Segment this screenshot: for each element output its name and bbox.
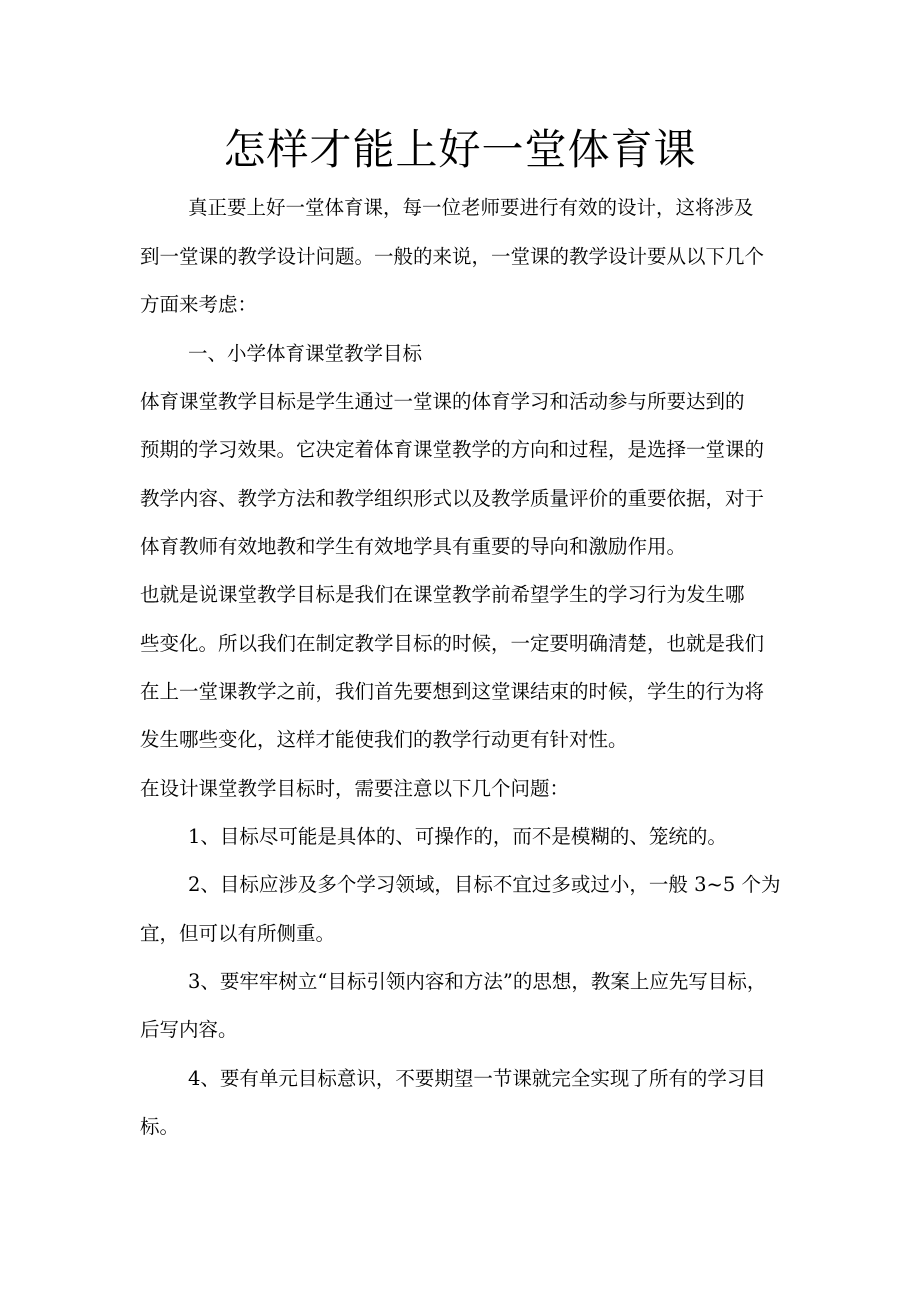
paragraph-line: 教学内容、教学方法和教学组织形式以及教学质量评价的重要依据，对于 (140, 487, 765, 510)
list-item-continuation: 后写内容。 (140, 1018, 238, 1041)
paragraph-line: 些变化。所以我们在制定教学目标的时候，一定要明确清楚，也就是我们 (140, 632, 765, 655)
paragraph-line: 发生哪些变化，这样才能使我们的教学行动更有针对性。 (140, 728, 628, 751)
list-item-continuation: 标。 (140, 1115, 180, 1138)
paragraph-line: 在上一堂课教学之前，我们首先要想到这堂课结束的时候，学生的行为将 (140, 680, 765, 703)
list-item: 4、要有单元目标意识，不要期望一节课就完全实现了所有的学习目 (188, 1067, 766, 1090)
paragraph-line: 也就是说课堂教学目标是我们在课堂教学前希望学生的学习行为发生哪 (140, 583, 745, 606)
paragraph-line: 体育教师有效地教和学生有效地学具有重要的导向和激励作用。 (140, 535, 687, 558)
paragraph-line: 真正要上好一堂体育课，每一位老师要进行有效的设计，这将涉及 (188, 196, 754, 219)
list-item-continuation: 宜，但可以有所侧重。 (140, 922, 336, 945)
section-heading: 一、小学体育课堂教学目标 (188, 342, 423, 365)
list-item: 1、目标尽可能是具体的、可操作的，而不是模糊的、笼统的。 (188, 825, 727, 848)
list-item: 2、目标应涉及多个学习领域，目标不宜过多或过小，一般 3~5 个为 (188, 873, 781, 896)
paragraph-line: 到一堂课的教学设计问题。一般的来说，一堂课的教学设计要从以下几个 (140, 245, 765, 268)
paragraph-line: 方面来考虑： (140, 293, 258, 316)
paragraph-line: 在设计课堂教学目标时，需要注意以下几个问题： (140, 777, 570, 800)
list-item: 3、要牢牢树立“目标引领内容和方法”的思想，教案上应先写目标， (188, 970, 767, 993)
paragraph-line: 预期的学习效果。它决定着体育课堂教学的方向和过程，是选择一堂课的 (140, 438, 765, 461)
paragraph-line: 体育课堂教学目标是学生通过一堂课的体育学习和活动参与所要达到的 (140, 390, 745, 413)
document-title: 怎样才能上好一堂体育课 (223, 125, 697, 174)
